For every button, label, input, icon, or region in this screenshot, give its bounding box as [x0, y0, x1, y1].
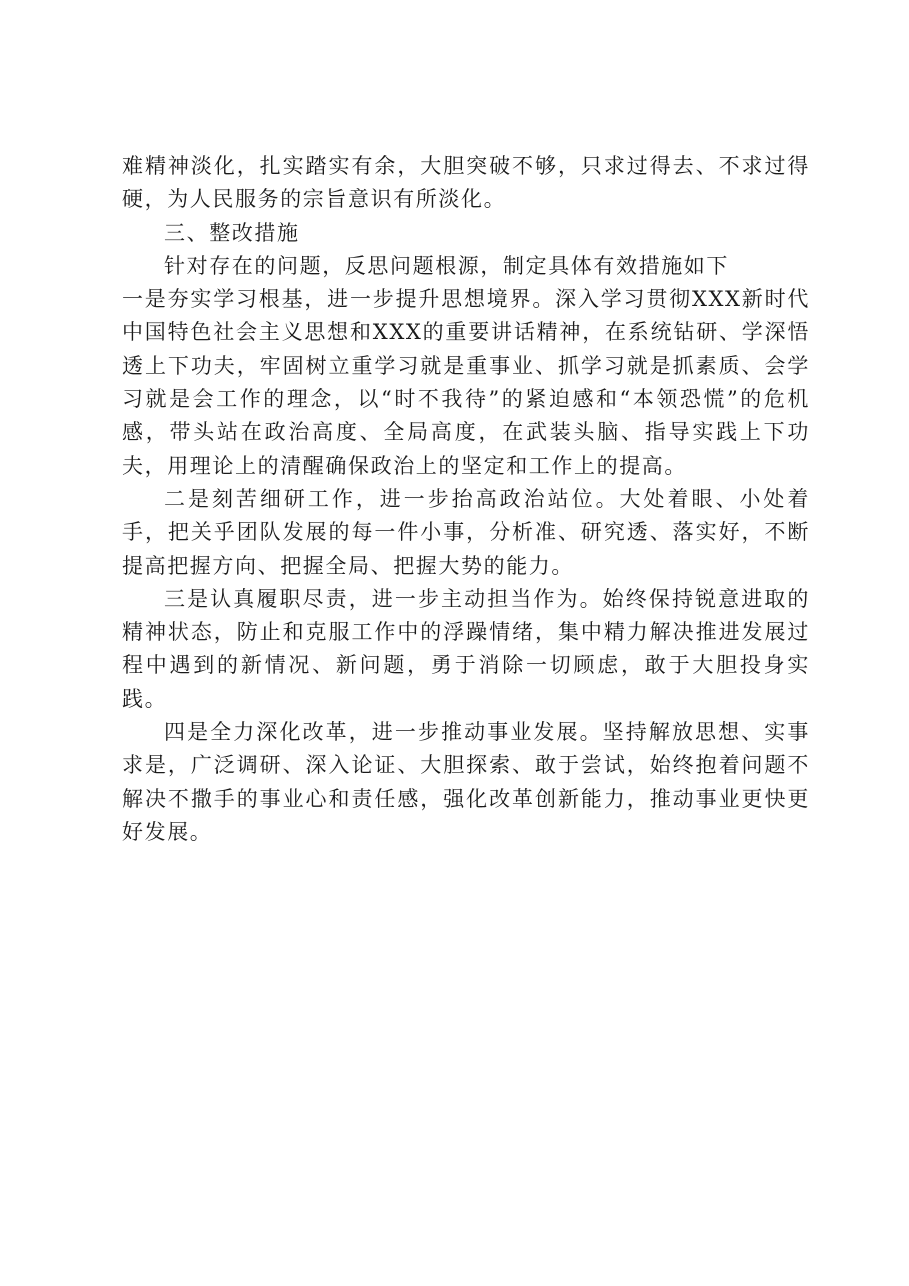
document-body	[122, 150, 810, 849]
paragraph-intro: 针对存在的问题，反思问题根源，制定具体有效措施如下	[164, 253, 729, 278]
paragraph-measure-4: 四是全力深化改革，进一步推动事业发展。坚持解放思想、实事求是，广泛调研、深入论证、大胆探索、敢于尝试，始终抱着问题不解决不撒手的事业心和责任感，强化改革创新能力，推动事业更快更好发展。	[122, 720, 810, 844]
section-heading-rectification-measures: 三、整改措施	[164, 220, 300, 245]
paragraph-continuation: 难精神淡化，扎实踏实有余，大胆突破不够，只求过得去、不求过得硬，为人民服务的宗旨意识有所淡化。	[122, 154, 810, 212]
paragraph-measure-1: 一是夯实学习根基，进一步提升思想境界。深入学习贯彻XXX新时代中国特色社会主义思想和XXX的重要讲话精神，在系统钻研、学深悟透上下功夫，牢固树立重学习就是重事业、抓学习就是抓素质、会学习就是会工作的理念，以“时不我待”的紧迫感和“本领恐慌”的危机感，带头站在政治高度、全局高度，在武装头脑、指导实践上下功夫，用理论上的清醒确保政治上的坚定和工作上的提高。	[122, 287, 810, 478]
paragraph-measure-2: 二是刻苦细研工作，进一步抬高政治站位。大处着眼、小处着手，把关乎团队发展的每一件小事，分析准、研究透、落实好，不断提高把握方向、把握全局、把握大势的能力。	[122, 486, 810, 578]
paragraph-measure-3: 三是认真履职尽责，进一步主动担当作为。始终保持锐意进取的精神状态，防止和克服工作中的浮躁情绪，集中精力解决推进发展过程中遇到的新情况、新问题，勇于消除一切顾虑，敢于大胆投身实践。	[122, 586, 810, 711]
